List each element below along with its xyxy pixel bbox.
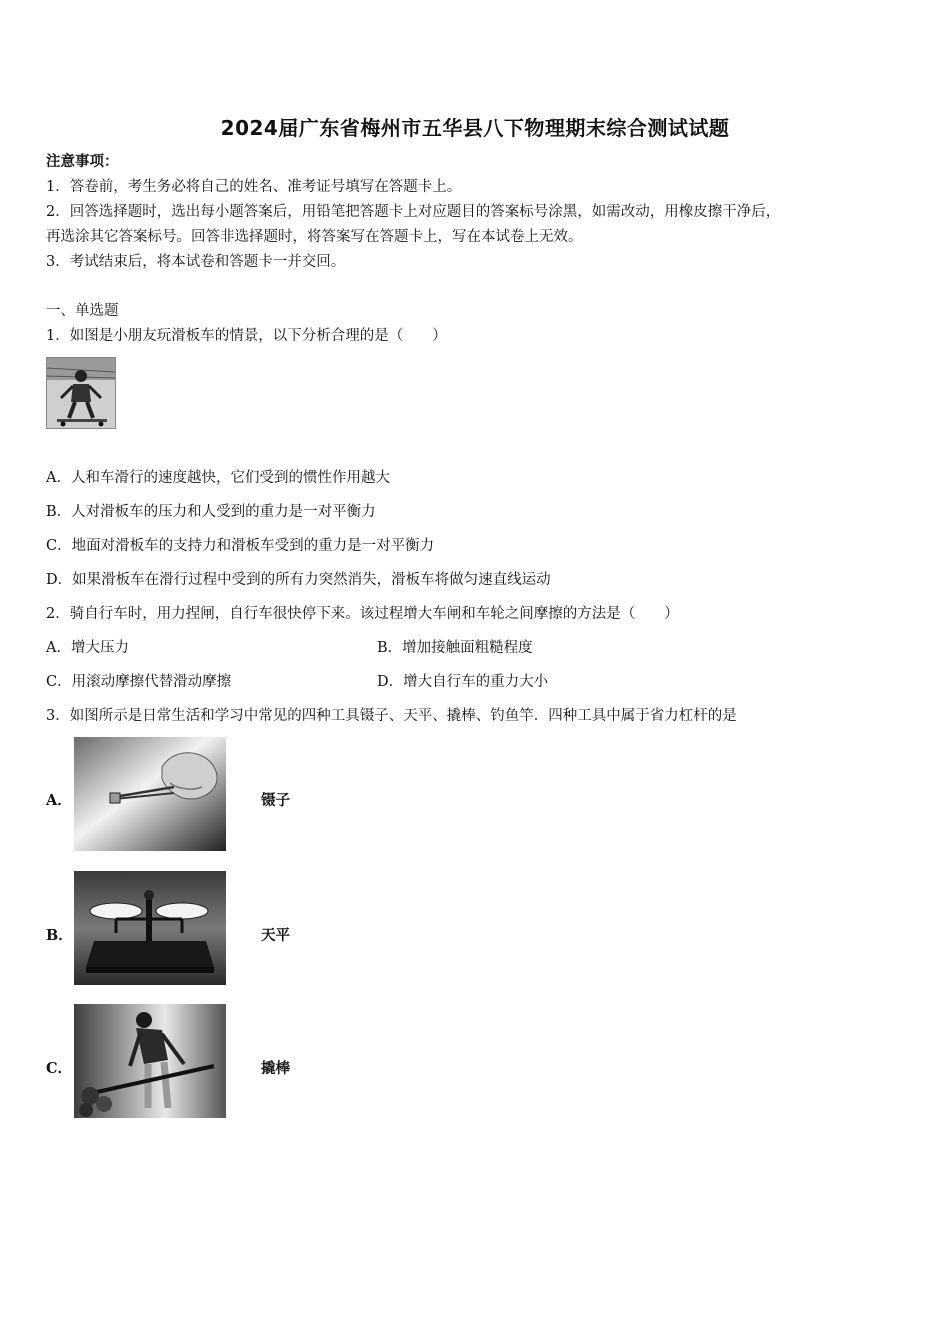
balance-scale-photo [74,871,226,985]
q3-option-c-letter: C． [46,1060,73,1077]
skateboard-photo [46,357,116,429]
notice-heading: 注意事项： [46,153,119,170]
q3-option-b-letter: B． [46,927,73,944]
q3-stem: 3．如图所示是日常生活和学习中常见的四种工具镊子、天平、撬棒、钓鱼竿．四种工具中属于省力杠杆的是 [46,708,737,724]
q2-stem: 2．骑自行车时，用力捏闸，自行车很快停下来。该过程增大车闸和车轮之间摩擦的方法是（ ） [46,606,679,622]
q1-option-c: C．地面对滑板车的支持力和滑板车受到的重力是一对平衡力 [46,538,435,554]
page-title: 2024届广东省梅州市五华县八下物理期末综合测试试题 [220,116,730,140]
q1-option-b: B．人对滑板车的压力和人受到的重力是一对平衡力 [46,504,376,520]
notice-item-1: 1．答卷前，考生务必将自己的姓名、准考证号填写在答题卡上。 [46,179,462,195]
notice-item-2: 2．回答选择题时，选出每小题答案后，用铅笔把答题卡上对应题目的答案标号涂黑，如需改动，用橡皮擦干净后， [46,204,781,220]
q2-option-c: C．用滚动摩擦代替滑动摩擦 [46,674,232,690]
q3-option-c-caption: 撬棒 [261,1060,290,1077]
q1-option-d: D．如果滑板车在滑行过程中受到的所有力突然消失，滑板车将做匀速直线运动 [46,572,551,588]
q1-option-a: A．人和车滑行的速度越快，它们受到的惯性作用越大 [46,470,390,486]
section-heading: 一、单选题 [46,303,119,319]
q2-option-b: B．增加接触面粗糙程度 [377,640,533,656]
notice-item-2-cont: 再选涂其它答案标号。回答非选择题时，将答案写在答题卡上，写在本试卷上无效。 [46,229,583,245]
q1-stem: 1．如图是小朋友玩滑板车的情景，以下分析合理的是（ ） [46,328,447,344]
q3-option-b-caption: 天平 [261,927,290,944]
q3-option-a-letter: A． [46,792,72,809]
q2-option-d: D．增大自行车的重力大小 [377,674,549,690]
crowbar-photo [74,1004,226,1118]
tweezers-photo [74,737,226,851]
notice-item-3: 3．考试结束后，将本试卷和答题卡一并交回。 [46,254,346,270]
q3-option-a-caption: 镊子 [261,792,290,809]
q2-option-a: A．增大压力 [46,640,129,656]
